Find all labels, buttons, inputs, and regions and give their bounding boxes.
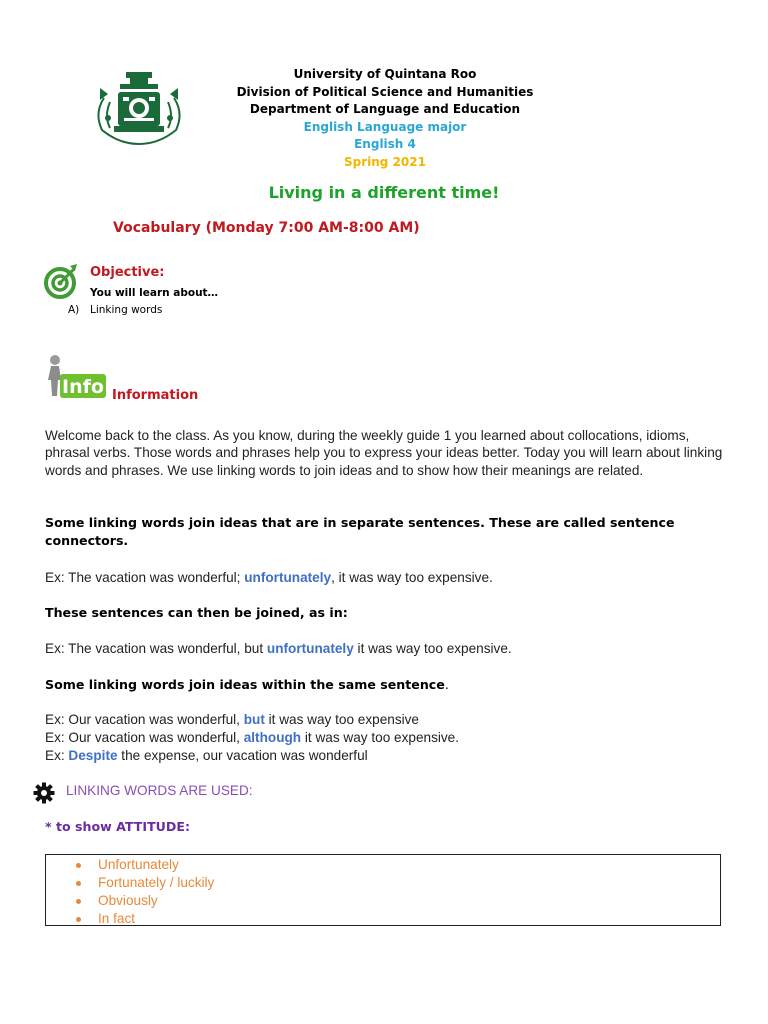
university-logo xyxy=(64,68,214,160)
info-icon-text: Info xyxy=(62,376,104,398)
same-sentence-statement xyxy=(45,676,735,694)
gear-icon xyxy=(33,782,55,804)
example-sentence xyxy=(45,711,419,729)
example-sentence xyxy=(45,747,368,765)
joined-sentences-statement: These sentences can then be joined, as in: xyxy=(45,605,348,620)
objective-item xyxy=(68,304,162,316)
document-header xyxy=(230,66,540,171)
list-item: Unfortunately xyxy=(76,856,214,874)
objective-item-letter: A) xyxy=(68,304,80,316)
linking-keyword: unfortunately xyxy=(244,570,332,585)
course-name: English 4 xyxy=(354,137,416,151)
example-text: Ex: The vacation was wonderful, but xyxy=(45,641,267,656)
linking-keyword: but xyxy=(243,712,265,727)
example-sentence xyxy=(45,729,459,747)
information-label: Information xyxy=(112,388,199,403)
example-text: Ex: Our vacation was wonderful, xyxy=(45,730,244,745)
intro-paragraph: Welcome back to the class. As you know, during the weekly guide 1 you learned about collocations, idioms, phrasal verbs. Those words and phrases help you to express your ideas better. Today you will learn about linking words and phrases. We use linking words to join ideas and to show how their meanings are related. xyxy=(45,428,723,478)
example-text: Ex: xyxy=(45,748,69,763)
example-sentence xyxy=(45,569,493,587)
vocabulary-heading: Vocabulary (Monday 7:00 AM-8:00 AM) xyxy=(113,220,420,236)
list-item: Fortunately / luckily xyxy=(76,874,214,892)
linking-keyword: unfortunately xyxy=(266,641,354,656)
list-item: In fact xyxy=(76,910,214,928)
attitude-subheading: * to show ATTITUDE: xyxy=(45,819,190,834)
linking-words-used-heading: LINKING WORDS ARE USED: xyxy=(66,783,253,798)
statement-period: . xyxy=(444,677,449,692)
attitude-words-box xyxy=(45,854,721,926)
linking-keyword: Despite xyxy=(68,748,118,763)
example-text: , it was way too expensive. xyxy=(331,570,493,585)
target-icon xyxy=(44,262,80,300)
example-sentence xyxy=(45,640,512,658)
linking-keyword: although xyxy=(243,730,302,745)
sentence-connectors-statement: Some linking words join ideas that are in separate sentences. These are called sentence connectors. xyxy=(45,515,675,548)
example-text: it was way too expensive. xyxy=(353,641,512,656)
attitude-words-list xyxy=(76,856,214,928)
objective-title: Objective: xyxy=(90,265,165,280)
list-item: Obviously xyxy=(76,892,214,910)
department-name: Department of Language and Education xyxy=(249,102,521,116)
example-text: it was way too expensive. xyxy=(301,730,460,745)
example-text: Ex: The vacation was wonderful; xyxy=(45,570,245,585)
term-label: Spring 2021 xyxy=(344,154,426,169)
objective-subtitle: You will learn about… xyxy=(90,287,219,299)
example-text: it was way too expensive xyxy=(264,712,419,727)
same-sentence-text: Some linking words join ideas within the same sentence xyxy=(45,677,445,692)
university-crest-icon xyxy=(64,68,214,146)
university-name: University of Quintana Roo xyxy=(293,67,477,81)
example-text: Ex: Our vacation was wonderful, xyxy=(45,712,244,727)
info-icon xyxy=(46,352,108,400)
example-text: the expense, our vacation was wonderful xyxy=(117,748,368,763)
objective-item-text: Linking words xyxy=(90,304,163,316)
page-title: Living in a different time! xyxy=(268,183,500,202)
division-name: Division of Political Science and Humanities xyxy=(236,84,534,99)
major-name: English Language major xyxy=(303,119,467,134)
